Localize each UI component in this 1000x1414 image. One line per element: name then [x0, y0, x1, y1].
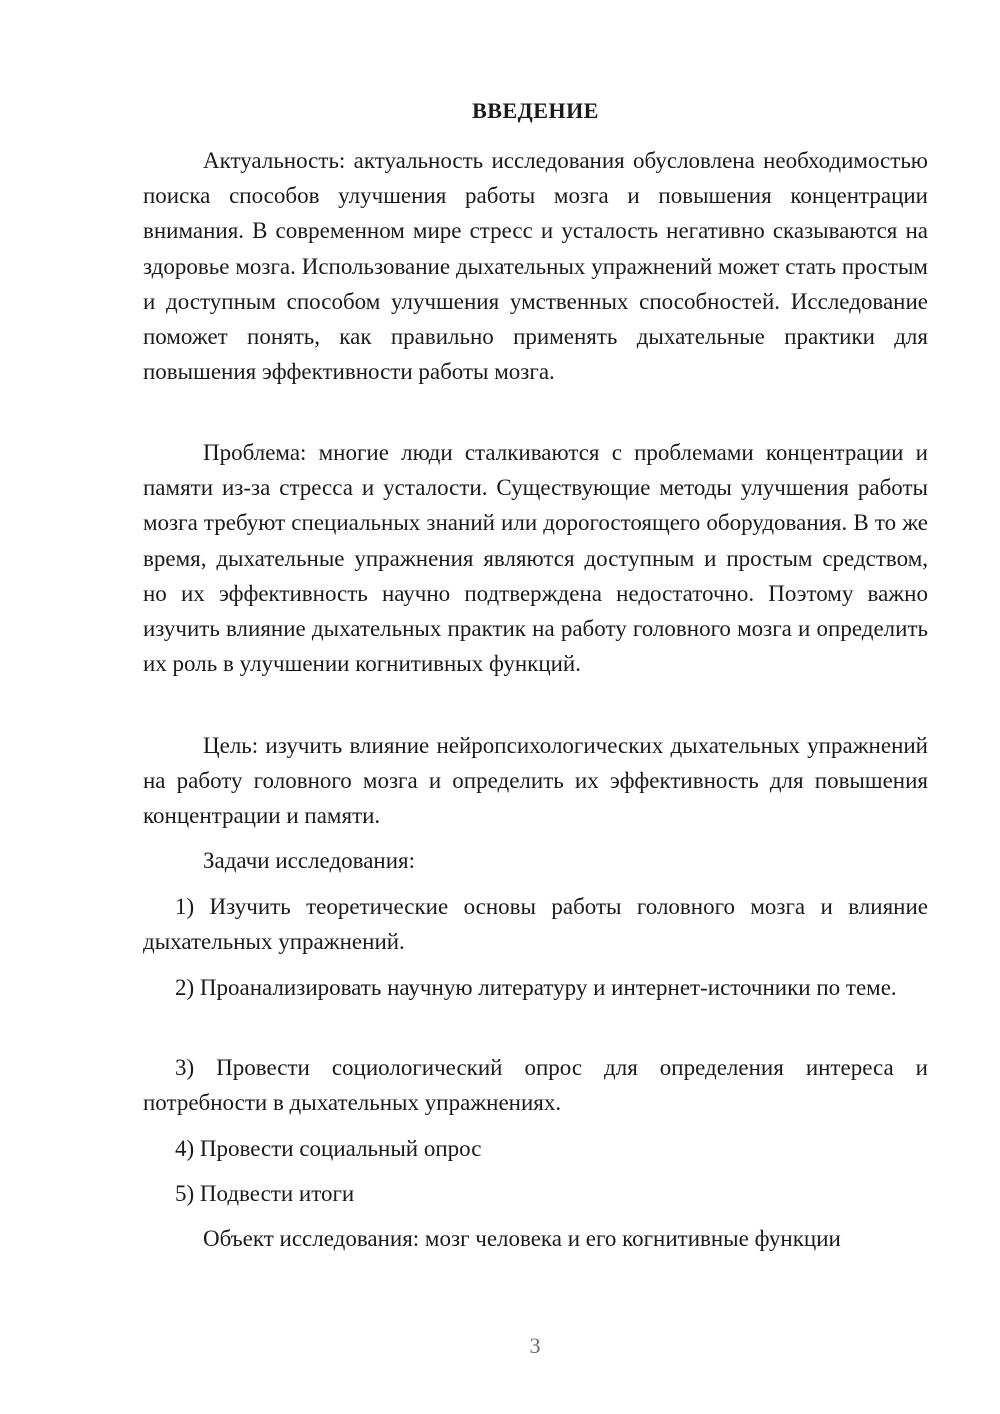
task-item-3: 3) Провести социологический опрос для определения интереса и потребности в дыхательных упражнениях. — [143, 1055, 928, 1116]
task-item-1: 1) Изучить теоретические основы работы головного мозга и влияние дыхательных упражнений. — [143, 894, 928, 955]
paragraph-object: Объект исследования: мозг человека и его когнитивные функции — [203, 1226, 841, 1251]
section-heading: ВВЕДЕНИЕ — [472, 98, 599, 123]
paragraph-goal: Цель: изучить влияние нейропсихологических дыхательных упражнений на работу головного мозга и определить их эффективность для повышения концентрации и памяти. — [143, 733, 928, 829]
task-item-2: 2) Проанализировать научную литературу и интернет-источники по теме. — [175, 975, 897, 1000]
paragraph-problem: Проблема: многие люди сталкиваются с проблемами концентрации и памяти из-за стресса и усталости. Существующие методы улучшения работы мозга требуют специальных знаний или дорогостоящего оборудования. В то же время, дыхательные упражнения являются доступным и простым средством, но их эффективность научно подтверждена недостаточно. Поэтому важно изучить влияние дыхательных практик на работу головного мозга и определить их роль в улучшении когнитивных функций. — [143, 440, 928, 677]
task-item-5: 5) Подвести итоги — [175, 1181, 355, 1206]
page-number: 3 — [529, 1333, 541, 1358]
paragraph-relevance: Актуальность: актуальность исследования обусловлена необходимостью поиска способов улучшения работы мозга и повышения концентрации внимания. В современном мире стресс и усталость негативно сказываются на здоровье мозга. Использование дыхательных упражнений может стать простым и доступным способом улучшения умственных способностей. Исследование поможет понять, как правильно применять дыхательные практики для повышения эффективности работы мозга. — [143, 148, 928, 385]
tasks-heading: Задачи исследования: — [203, 848, 416, 873]
task-item-4: 4) Провести социальный опрос — [175, 1136, 482, 1161]
